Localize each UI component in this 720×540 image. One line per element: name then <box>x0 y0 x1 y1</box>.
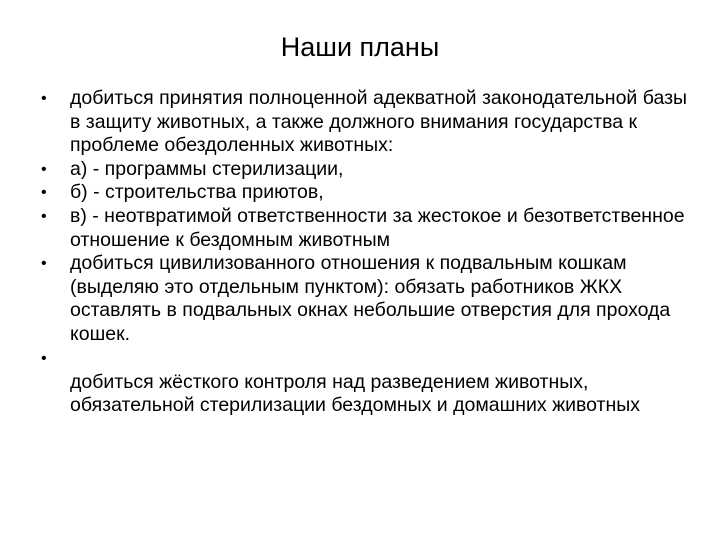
bullet-icon: • <box>41 90 47 107</box>
slide-title: Наши планы <box>280 32 440 62</box>
bullet-list <box>38 87 688 418</box>
bullet-item <box>38 252 688 346</box>
bullet-icon: • <box>41 184 47 202</box>
bullet-text: добиться цивилизованного отношения к подвальным кошкам (выделяю это отдельным пунктом): обязать работников ЖКХ оставлять в подвальных окнах небольшие отверстия для прохода кошек. <box>70 252 671 345</box>
bullet-text: добиться принятия полноценной адекватной законодательной базы в защиту животных, а также должного внимания государства к проблеме обездоленных животных: <box>70 87 688 157</box>
bullet-item <box>38 371 688 418</box>
bullet-item <box>38 158 688 182</box>
bullet-item <box>38 205 688 252</box>
bullet-text: добиться жёсткого контроля над разведением животных, обязательной стерилизации бездомных и домашних животных <box>70 370 641 417</box>
bullet-text: а) - программы стерилизации, <box>70 157 344 180</box>
bullet-icon: • <box>41 255 47 273</box>
bullet-item <box>38 87 688 158</box>
bullet-item-empty <box>38 347 688 371</box>
bullet-icon: • <box>41 207 47 225</box>
bullet-text: б) - строительства приютов, <box>70 181 324 204</box>
bullet-text: в) - неотвратимой ответственности за жестокое и безответственное отношение к бездомным животным <box>70 204 685 251</box>
bullet-icon: • <box>41 160 47 178</box>
bullet-item <box>38 181 688 205</box>
bullet-icon: • <box>41 349 47 367</box>
